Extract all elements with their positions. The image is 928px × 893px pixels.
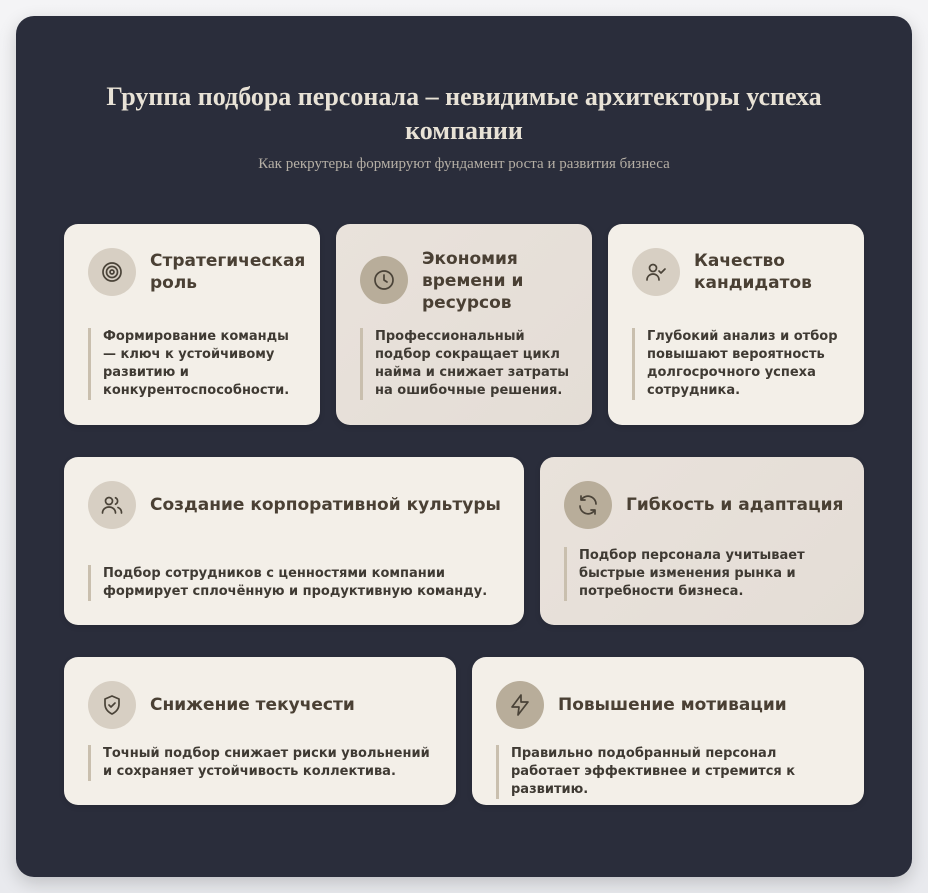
users-icon bbox=[88, 481, 136, 529]
card-title: Стратегическая роль bbox=[150, 251, 306, 293]
clock-icon bbox=[360, 256, 408, 304]
card-title: Снижение текучести bbox=[150, 695, 355, 715]
card-text: Подбор сотрудников с ценностями компании формирует сплочённую и продуктивную команду. bbox=[88, 565, 506, 601]
card-text: Подбор персонала учитывает быстрые изменения рынка и потребности бизнеса. bbox=[564, 547, 846, 601]
target-icon bbox=[88, 248, 136, 296]
card-text: Профессиональный подбор сокращает цикл найма и снижает затраты на ошибочные решения. bbox=[360, 328, 574, 400]
user-check-icon bbox=[632, 248, 680, 296]
card-corporate-culture bbox=[64, 457, 524, 625]
card-flexibility bbox=[540, 457, 864, 625]
card-title: Создание корпоративной культуры bbox=[150, 495, 501, 515]
card-text: Глубокий анализ и отбор повышают вероятность долгосрочного успеха сотрудника. bbox=[632, 328, 846, 400]
shield-check-icon bbox=[88, 681, 136, 729]
page-subtitle: Как рекрутеры формируют фундамент роста и развития бизнеса bbox=[258, 156, 670, 172]
card-turnover bbox=[64, 657, 456, 805]
main-panel bbox=[16, 16, 912, 877]
card-title: Качество кандидатов bbox=[694, 251, 812, 293]
card-text: Формирование команды — ключ к устойчивому развитию и конкурентоспособности. bbox=[88, 328, 302, 400]
card-strategic-role bbox=[64, 224, 320, 425]
refresh-icon bbox=[564, 481, 612, 529]
card-text: Правильно подобранный персонал работает эффективнее и стремится к развитию. bbox=[496, 745, 846, 799]
card-time-resources bbox=[336, 224, 592, 425]
card-title: Гибкость и адаптация bbox=[626, 495, 844, 515]
card-motivation bbox=[472, 657, 864, 805]
card-text: Точный подбор снижает риски увольнений и сохраняет устойчивость коллектива. bbox=[88, 745, 438, 781]
page-title: Группа подбора персонала – невидимые архитекторы успеха компании bbox=[106, 82, 822, 145]
card-candidate-quality bbox=[608, 224, 864, 425]
card-title: Экономия времени и ресурсов bbox=[422, 249, 524, 313]
lightning-icon bbox=[496, 681, 544, 729]
card-title: Повышение мотивации bbox=[558, 695, 787, 715]
